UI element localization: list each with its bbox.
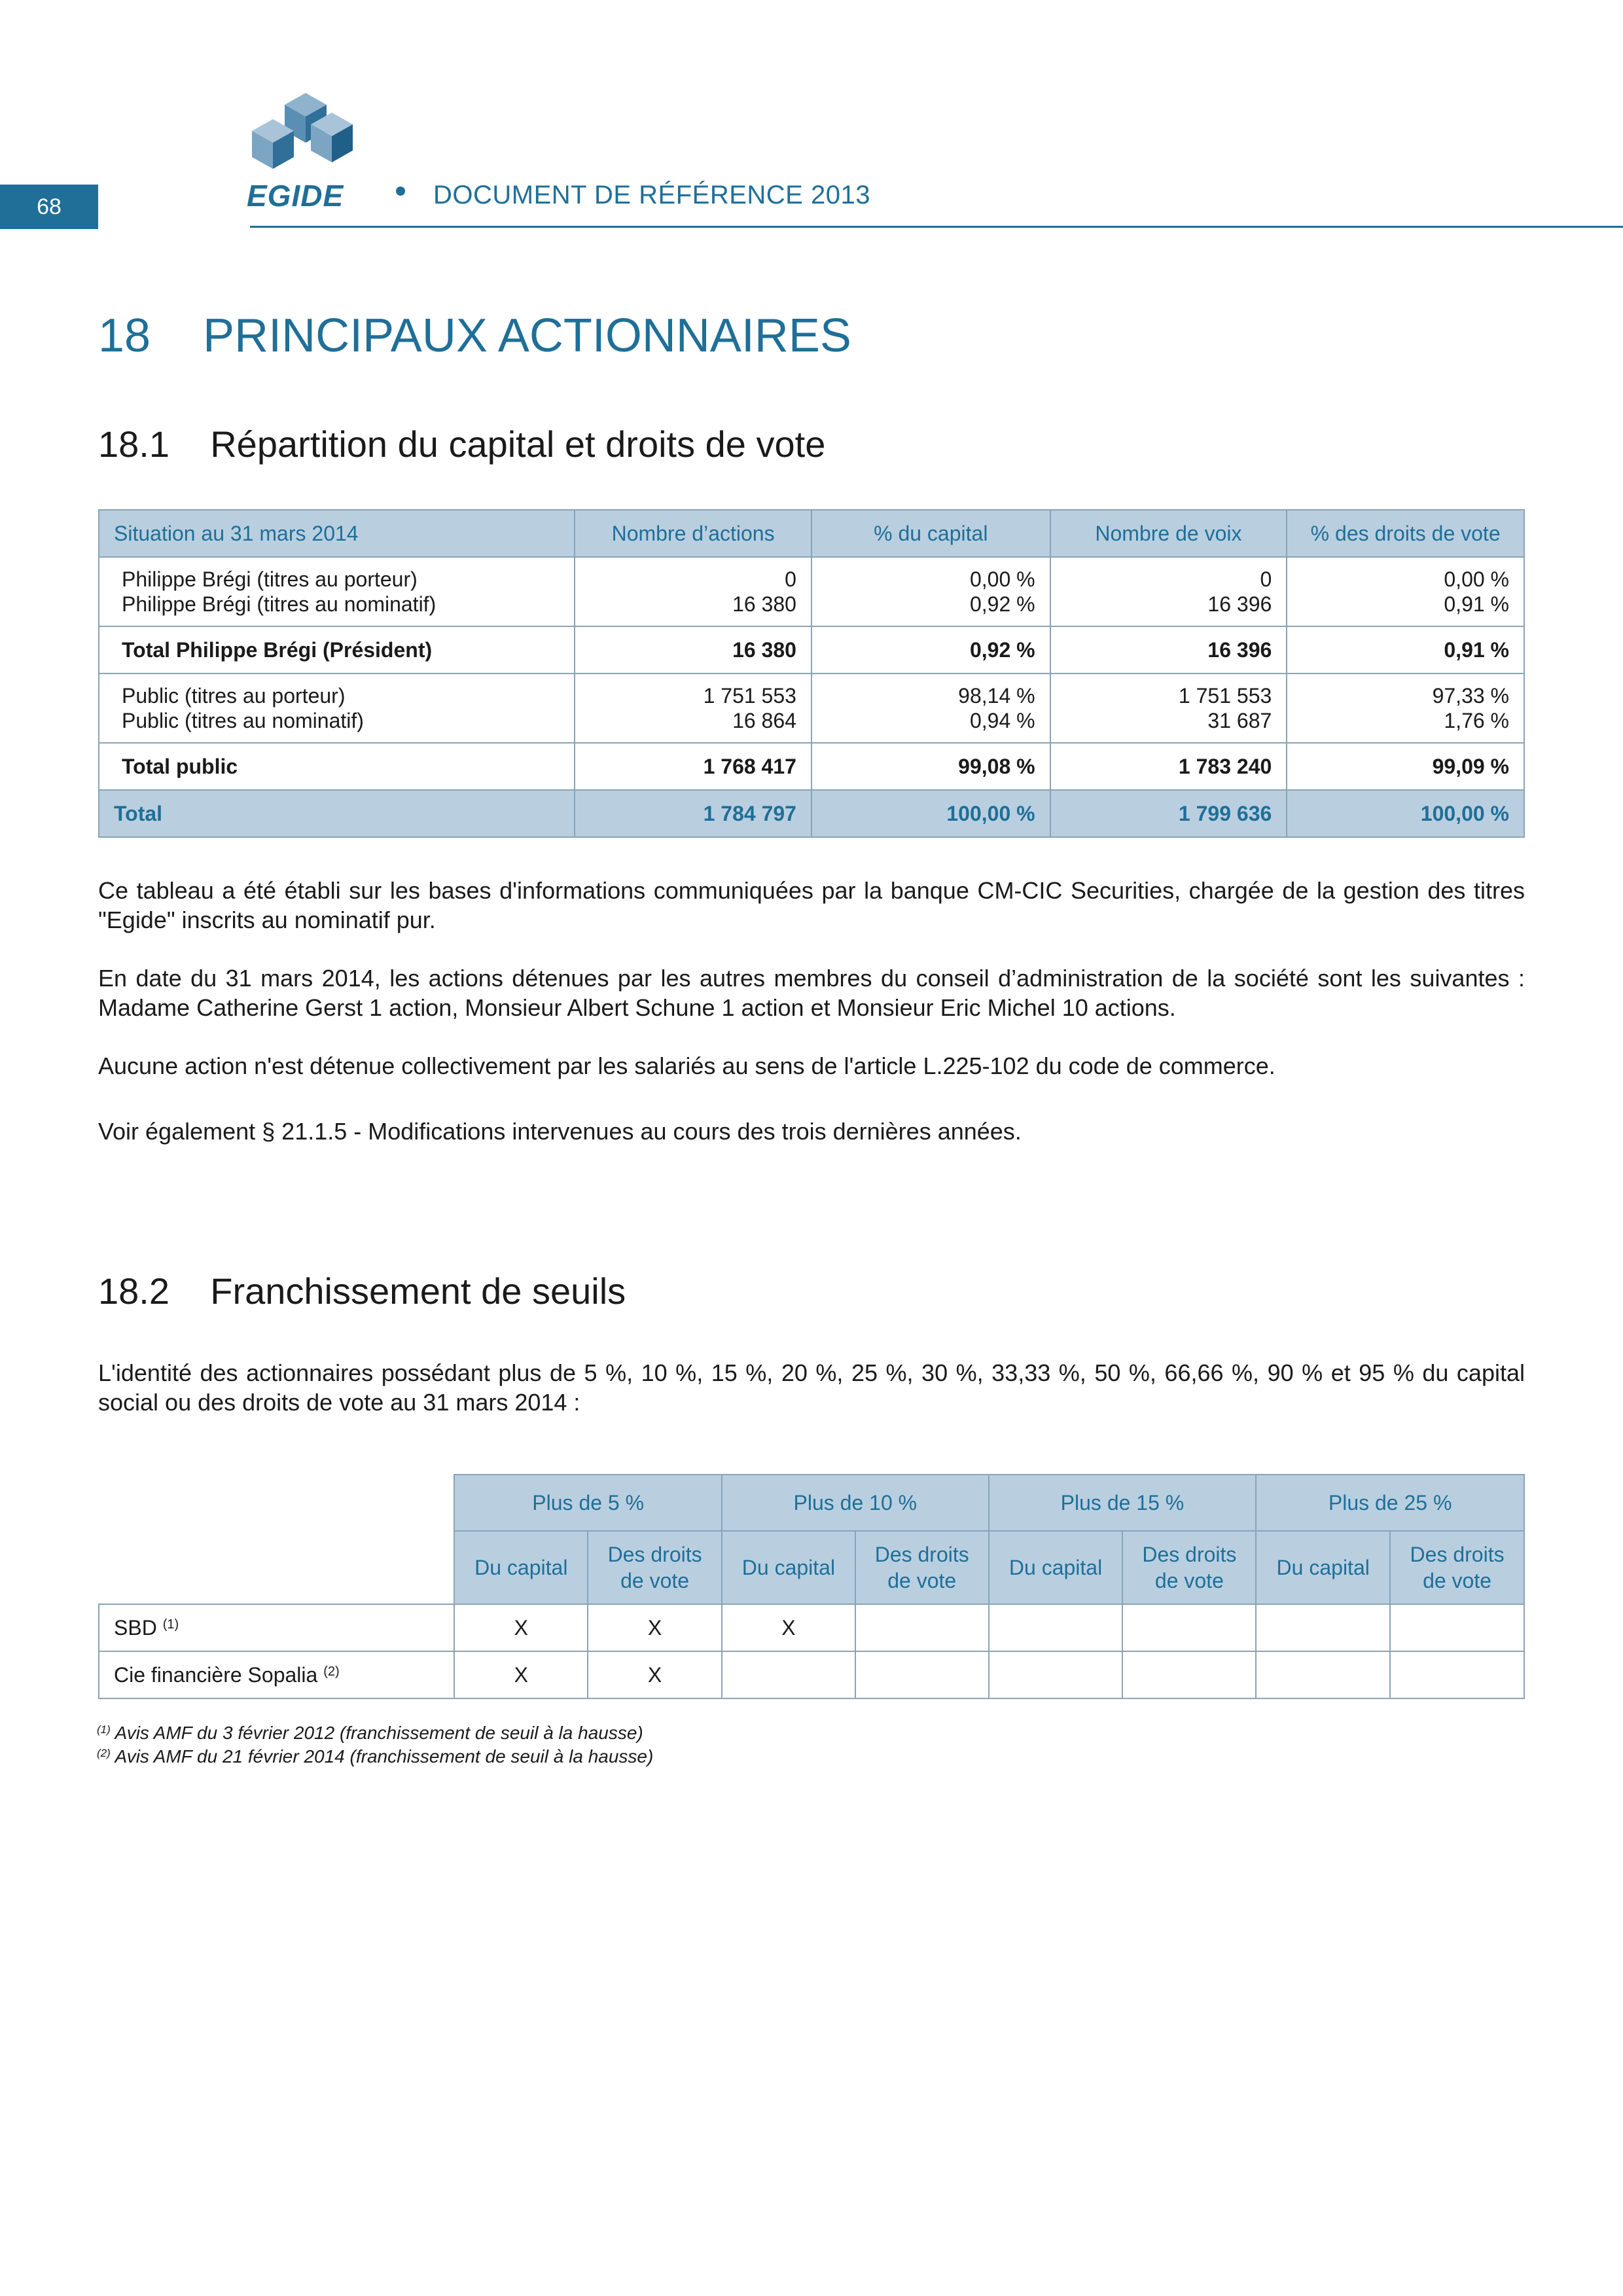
footnote-mark: (2) [97, 1747, 111, 1759]
empty-corner-cell [99, 1475, 454, 1604]
capital-distribution-table [98, 509, 1525, 838]
table-row [99, 557, 1524, 626]
group-header-10: Plus de 10 % [722, 1475, 989, 1531]
threshold-cell [1122, 1604, 1256, 1651]
cell-voix: 1 783 240 [1050, 743, 1287, 790]
group-header-5: Plus de 5 % [454, 1475, 722, 1531]
threshold-cell [989, 1604, 1123, 1651]
sub-header-capital: Du capital [989, 1531, 1123, 1604]
table-row [99, 673, 1524, 743]
table-row-total-bregi [99, 626, 1524, 673]
cell-capital: 0,00 % 0,92 % [812, 557, 1050, 626]
thresholds-table [98, 1474, 1525, 1699]
table-row-sopalia [99, 1651, 1524, 1698]
section-name: Franchissement de seuils [210, 1270, 626, 1312]
footnote-mark: (1) [97, 1723, 111, 1736]
cell-actions: 0 16 380 [575, 557, 812, 626]
col-header-situation: Situation au 31 mars 2014 [99, 510, 575, 557]
threshold-cell [989, 1651, 1123, 1698]
threshold-cell [722, 1651, 855, 1698]
paragraph-source-note: Ce tableau a été établi sur les bases d'informations communiquées par la banque CM-CIC Securities, chargée de la gestion des titres "Egide" inscrits au nominatif pur. [98, 877, 1525, 933]
cell-actions: 1 768 417 [575, 743, 812, 790]
cell-droits: 100,00 % [1287, 790, 1524, 837]
col-header-voix: Nombre de voix [1050, 510, 1287, 557]
threshold-cell: X [722, 1604, 855, 1651]
footnote-ref: (2) [323, 1664, 340, 1679]
cell-capital: 99,08 % [812, 743, 1050, 790]
group-header-25: Plus de 25 % [1256, 1475, 1524, 1531]
cell-voix: 1 799 636 [1050, 790, 1287, 837]
cell-actions: 1 784 797 [575, 790, 812, 837]
cell-actions: 1 751 553 16 864 [575, 673, 812, 743]
threshold-cell: X [454, 1651, 588, 1698]
chapter-number: 18 [98, 310, 151, 362]
cell-droits: 97,33 % 1,76 % [1287, 673, 1524, 743]
chapter-title [98, 309, 851, 363]
footnote-ref: (1) [162, 1617, 179, 1632]
sub-header-droits: Des droits de vote [855, 1531, 989, 1604]
footnote-1: $^{(1)}$ Avis AMF du 3 février 2012 (franchissement de seuil à la hausse) [97, 1723, 643, 1743]
section-18-2-title [98, 1270, 626, 1312]
cell-capital: 98,14 % 0,94 % [812, 673, 1050, 743]
shareholder-name: Cie financière Sopalia $^{(2)}$ [99, 1651, 454, 1698]
cell-voix: 0 16 396 [1050, 557, 1287, 626]
row-label: Total [99, 790, 575, 837]
cell-droits: 0,91 % [1287, 626, 1524, 673]
page-number: 68 [0, 185, 98, 229]
cell-droits: 0,00 % 0,91 % [1287, 557, 1524, 626]
paragraph-see-also: Voir également § 21.1.5 - Modifications intervenues au cours des trois dernières années. [98, 1118, 1022, 1145]
sub-header-capital: Du capital [454, 1531, 588, 1604]
cell-droits: 99,09 % [1287, 743, 1524, 790]
threshold-cell [1256, 1651, 1390, 1698]
threshold-cell [855, 1651, 989, 1698]
egide-logo-text: EGIDE [247, 179, 344, 213]
col-header-actions: Nombre d’actions [575, 510, 812, 557]
cell-actions: 16 380 [575, 626, 812, 673]
sub-header-droits: Des droits de vote [1122, 1531, 1256, 1604]
sub-header-capital: Du capital [1256, 1531, 1390, 1604]
sub-header-droits: Des droits de vote [588, 1531, 722, 1604]
col-header-droits: % des droits de vote [1287, 510, 1524, 557]
threshold-cell [1390, 1651, 1524, 1698]
threshold-cell [855, 1604, 989, 1651]
cell-voix: 16 396 [1050, 626, 1287, 673]
cell-capital: 100,00 % [812, 790, 1050, 837]
section-number: 18.2 [98, 1270, 169, 1312]
section-number: 18.1 [98, 423, 169, 465]
table-row-sbd [99, 1604, 1524, 1651]
paragraph-board-shares: En date du 31 mars 2014, les actions détenues par les autres membres du conseil d’administration de la société sont les suivantes : Madame Catherine Gerst 1 action, Monsieur Albert Schune 1 action et Monsieur Eric Michel 10 actions. [98, 965, 1525, 1021]
header-rule [250, 226, 1623, 228]
row-label: Public (titres au porteur) Public (titres au nominatif) [99, 673, 575, 743]
sub-header-capital: Du capital [722, 1531, 855, 1604]
threshold-cell: X [454, 1604, 588, 1651]
threshold-cell [1122, 1651, 1256, 1698]
threshold-cell: X [588, 1651, 722, 1698]
section-name: Répartition du capital et droits de vote [210, 423, 826, 465]
header-bullet [396, 187, 405, 196]
section-18-1-title [98, 423, 825, 465]
cell-capital: 0,92 % [812, 626, 1050, 673]
footnote-2: $^{(2)}$ Avis AMF du 21 février 2014 (franchissement de seuil à la hausse) [97, 1746, 654, 1767]
col-header-capital: % du capital [812, 510, 1050, 557]
table-row-total [99, 790, 1524, 837]
paragraph-thresholds-intro: L'identité des actionnaires possédant plus de 5 %, 10 %, 15 %, 20 %, 25 %, 30 %, 33,33 %, 50 %, 66,66 %, 90 % et 95 % du capital social ou des droits de vote au 31 mars 2014 : [98, 1359, 1525, 1416]
chapter-name: PRINCIPAUX ACTIONNAIRES [203, 310, 851, 362]
sub-header-droits: Des droits de vote [1390, 1531, 1524, 1604]
paragraph-employees: Aucune action n'est détenue collectivement par les salariés au sens de l'article L.225-102 du code de commerce. [98, 1052, 1275, 1079]
row-label: Total public [99, 743, 575, 790]
table-row-total-public [99, 743, 1524, 790]
cell-voix: 1 751 553 31 687 [1050, 673, 1287, 743]
shareholder-name: SBD $^{(1)}$ [99, 1604, 454, 1651]
row-label: Philippe Brégi (titres au porteur) Philippe Brégi (titres au nominatif) [99, 557, 575, 626]
group-header-15: Plus de 15 % [989, 1475, 1257, 1531]
threshold-cell: X [588, 1604, 722, 1651]
table-header-row [99, 510, 1524, 557]
threshold-cell [1390, 1604, 1524, 1651]
document-title: DOCUMENT DE RÉFÉRENCE 2013 [433, 181, 870, 209]
threshold-group-header-row [99, 1475, 1524, 1531]
row-label: Total Philippe Brégi (Président) [99, 626, 575, 673]
threshold-cell [1256, 1604, 1390, 1651]
